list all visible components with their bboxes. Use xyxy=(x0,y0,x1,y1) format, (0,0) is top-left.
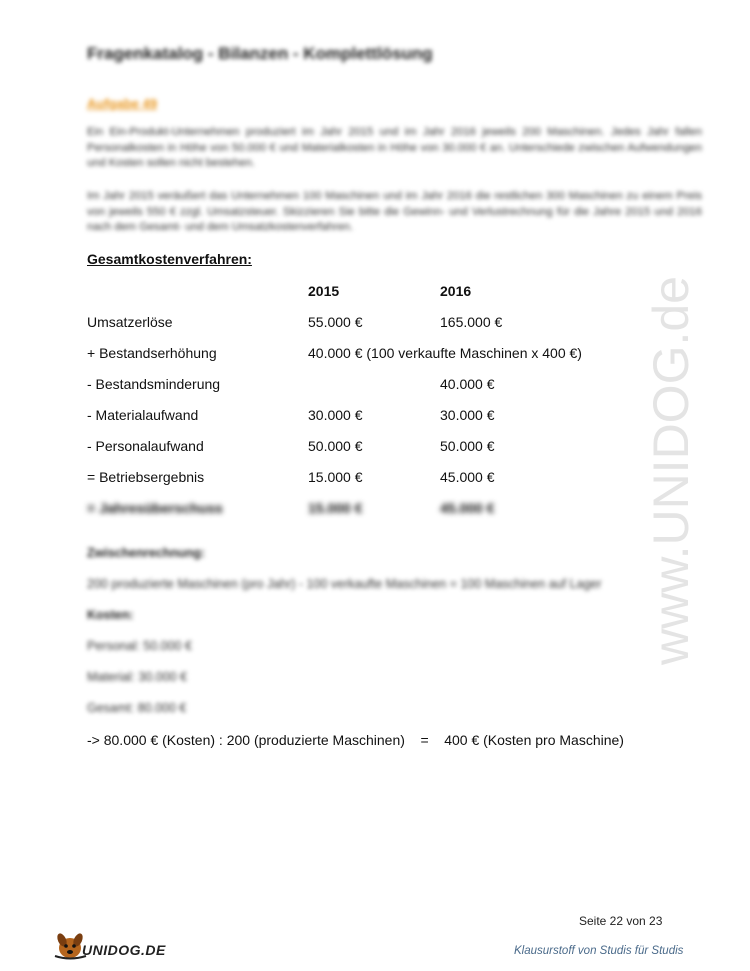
logo-text: UNIDOG.DE xyxy=(82,942,166,958)
row-value-2016: 45.000 € xyxy=(440,500,495,516)
row-label: = Betriebsergebnis xyxy=(87,469,205,485)
page-number: Seite 22 von 23 xyxy=(579,914,663,928)
kosten-gesamt: Gesamt: 80.000 € xyxy=(87,701,187,715)
gkv-heading: Gesamtkostenverfahren: xyxy=(87,251,252,267)
watermark xyxy=(640,250,700,670)
kosten-heading: Kosten: xyxy=(87,608,134,622)
row-label: = Jahresüberschuss xyxy=(87,500,223,516)
row-value-2016: 30.000 € xyxy=(440,407,495,423)
zwischenrechnung-heading: Zwischenrechnung: xyxy=(87,546,206,560)
kosten-personal: Personal: 50.000 € xyxy=(87,639,192,653)
row-value-2015: 15.000 € xyxy=(308,469,363,485)
watermark-text: www.UNIDOG.de xyxy=(643,276,699,665)
task-paragraph-2: Im Jahr 2015 veräußert das Unternehmen 100 Maschinen und im Jahr 2016 die restlichen 300 Maschinen zu einem Preis von jeweils 550 € zzgl. Umsatzsteuer. Skizzieren Sie bitte die Gewinn- und Verlustrechnung für die Jahre 2015 und 2016 nach dem Gesamt- und dem Umsatzkostenverfahren. xyxy=(87,190,702,233)
row-label: - Materialaufwand xyxy=(87,407,199,423)
row-value-2016: 40.000 € xyxy=(440,376,495,392)
row-value-2015: 30.000 € xyxy=(308,407,363,423)
document-title: Fragenkatalog - Bilanzen - Komplettlösung xyxy=(87,44,433,63)
footer-tagline: Klausurstoff von Studis für Studis xyxy=(514,945,684,957)
zwischenrechnung-line: 200 produzierte Maschinen (pro Jahr) - 100 verkaufte Maschinen = 100 Maschinen auf Lager xyxy=(87,577,602,591)
task-heading: Aufgabe 49 xyxy=(87,96,158,111)
row-label: Umsatzerlöse xyxy=(87,314,173,330)
row-value-2015: 55.000 € xyxy=(308,314,363,330)
table-row xyxy=(0,407,750,427)
row-value-2015: 40.000 € (100 verkaufte Maschinen x 400 €) xyxy=(308,345,582,361)
row-value-2015: 50.000 € xyxy=(308,438,363,454)
row-label: - Personalaufwand xyxy=(87,438,204,454)
year-2016-header: 2016 xyxy=(440,283,472,299)
cost-per-machine-calculation: -> 80.000 € (Kosten) : 200 (produzierte Maschinen) = 400 € (Kosten pro Maschine) xyxy=(87,732,624,748)
row-value-2015: 15.000 € xyxy=(308,500,363,516)
table-row-total xyxy=(0,500,750,520)
row-value-2016: 50.000 € xyxy=(440,438,495,454)
table-row xyxy=(0,314,750,334)
row-value-2016: 45.000 € xyxy=(440,469,495,485)
row-value-2016: 165.000 € xyxy=(440,314,503,330)
row-label: - Bestandsminderung xyxy=(87,376,221,392)
year-2015-header: 2015 xyxy=(308,283,340,299)
task-paragraph-1: Ein Ein-Produkt-Unternehmen produziert im Jahr 2015 und im Jahr 2016 jeweils 200 Maschinen. Jedes Jahr fallen Personalkosten in Höhe von 50.000 € und Materialkosten in Höhe von 30.000 € an. Unterschiede zwischen Aufwendungen und Kosten sollen nicht bestehen. xyxy=(87,126,702,169)
table-row xyxy=(0,469,750,489)
table-row xyxy=(0,376,750,396)
kosten-material: Material: 30.000 € xyxy=(87,670,188,684)
row-label: + Bestandserhöhung xyxy=(87,345,217,361)
table-row xyxy=(0,345,750,365)
table-row xyxy=(0,438,750,458)
